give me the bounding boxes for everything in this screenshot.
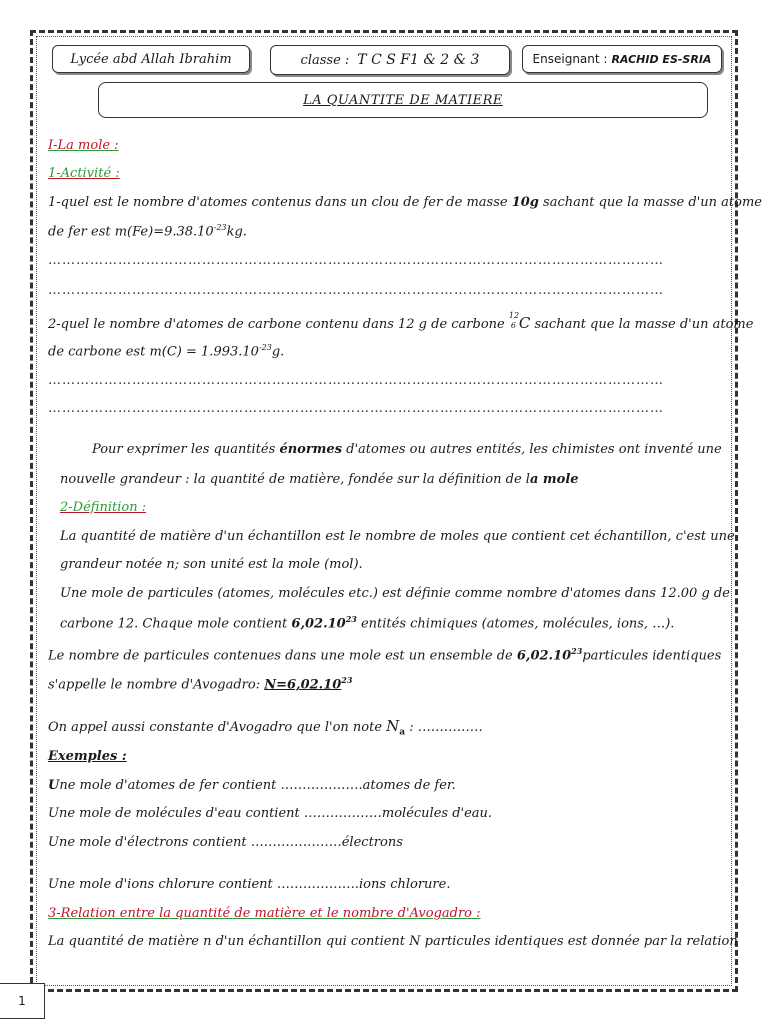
question-2-line-1: 2-quel le nombre d'atomes de carbone contenu dans 12 g de carbone 12 6 C sachant que la masse d'un atome	[48, 311, 754, 332]
section-2-title: 2-Définition :	[60, 500, 147, 515]
class-box	[270, 45, 510, 75]
definition-line-4: carbone 12. Chaque mole contient 6,02.10$^{23}$ entités chimiques (atomes, molécules, ions, …).	[60, 614, 675, 632]
example-4: Une mole d'ions chlorure contient ……………….ions chlorure.	[48, 877, 451, 892]
answer-line: ……………………………………………………………………………………………………………………	[48, 253, 664, 268]
intro-paragraph-line-1: Pour exprimer les quantités énormes d'atomes ou autres entités, les chimistes ont inventé une	[92, 442, 722, 457]
question-1-line-1: 1-quel est le nombre d'atomes contenus dans un clou de fer de masse 10g sachant que la masse d'un atome	[48, 195, 762, 210]
example-1: Une mole d'atomes de fer contient ……………….atomes de fer.	[48, 778, 456, 793]
avogadro-line-2: s'appelle le nombre d'Avogadro: $N=6,02.10^{23}$	[48, 675, 353, 693]
school-name: Lycée abd Allah Ibrahim	[70, 51, 232, 67]
answer-line: ……………………………………………………………………………………………………………………	[48, 283, 664, 298]
intro-paragraph-line-2: nouvelle grandeur : la quantité de matière, fondée sur la définition de la mole	[60, 472, 579, 487]
section-1-subtitle: 1-Activité :	[48, 166, 120, 181]
avogadro-constant-line: On appel aussi constante d'Avogadro que l'on note $N_a$ : ……………	[48, 717, 483, 738]
definition-line-2: grandeur notée n; son unité est la mole (mol).	[60, 557, 363, 572]
page-title: LA QUANTITE DE MATIERE	[303, 92, 503, 108]
class-label: classe :	[300, 52, 350, 68]
page-number: 1	[0, 983, 45, 1019]
definition-line-1: La quantité de matière d'un échantillon est le nombre de moles que contient cet échantillon, c'est une	[60, 529, 735, 544]
question-2-line-2: de carbone est $m(C) = 1.993.10^{-23}g$.	[48, 343, 285, 360]
teacher-label: Enseignant :	[532, 52, 608, 66]
relation-line: La quantité de matière n d'un échantillon qui contient N particules identiques est donnée par la relation	[48, 934, 738, 949]
question-1-line-2: de fer est $m(Fe)=9.38.10^{-23}kg$.	[48, 223, 247, 240]
definition-line-3: Une mole de particules (atomes, molécules etc.) est définie comme nombre d'atomes dans 12.00 g de	[60, 586, 730, 601]
example-2: Une mole de molécules d'eau contient ………………molécules d'eau.	[48, 806, 493, 821]
avogadro-line-1: Le nombre de particules contenues dans une mole est un ensemble de 6,02.10$^{23}$particules identiques	[48, 646, 722, 664]
section-1-title: I-La mole :	[48, 138, 119, 153]
teacher-box	[522, 45, 722, 73]
school-box	[52, 45, 250, 73]
teacher-name: RACHID ES-SRIA	[611, 52, 712, 66]
section-3-title: 3-Relation entre la quantité de matière et le nombre d'Avogadro :	[48, 906, 481, 921]
example-3: Une mole d'électrons contient …………………électrons	[48, 835, 403, 850]
examples-title: Exemples :	[48, 749, 127, 764]
answer-line: ……………………………………………………………………………………………………………………	[48, 373, 664, 388]
class-value: T C S F1 & 2 & 3	[357, 52, 480, 68]
answer-line: ……………………………………………………………………………………………………………………	[48, 401, 664, 416]
title-box	[98, 82, 708, 118]
